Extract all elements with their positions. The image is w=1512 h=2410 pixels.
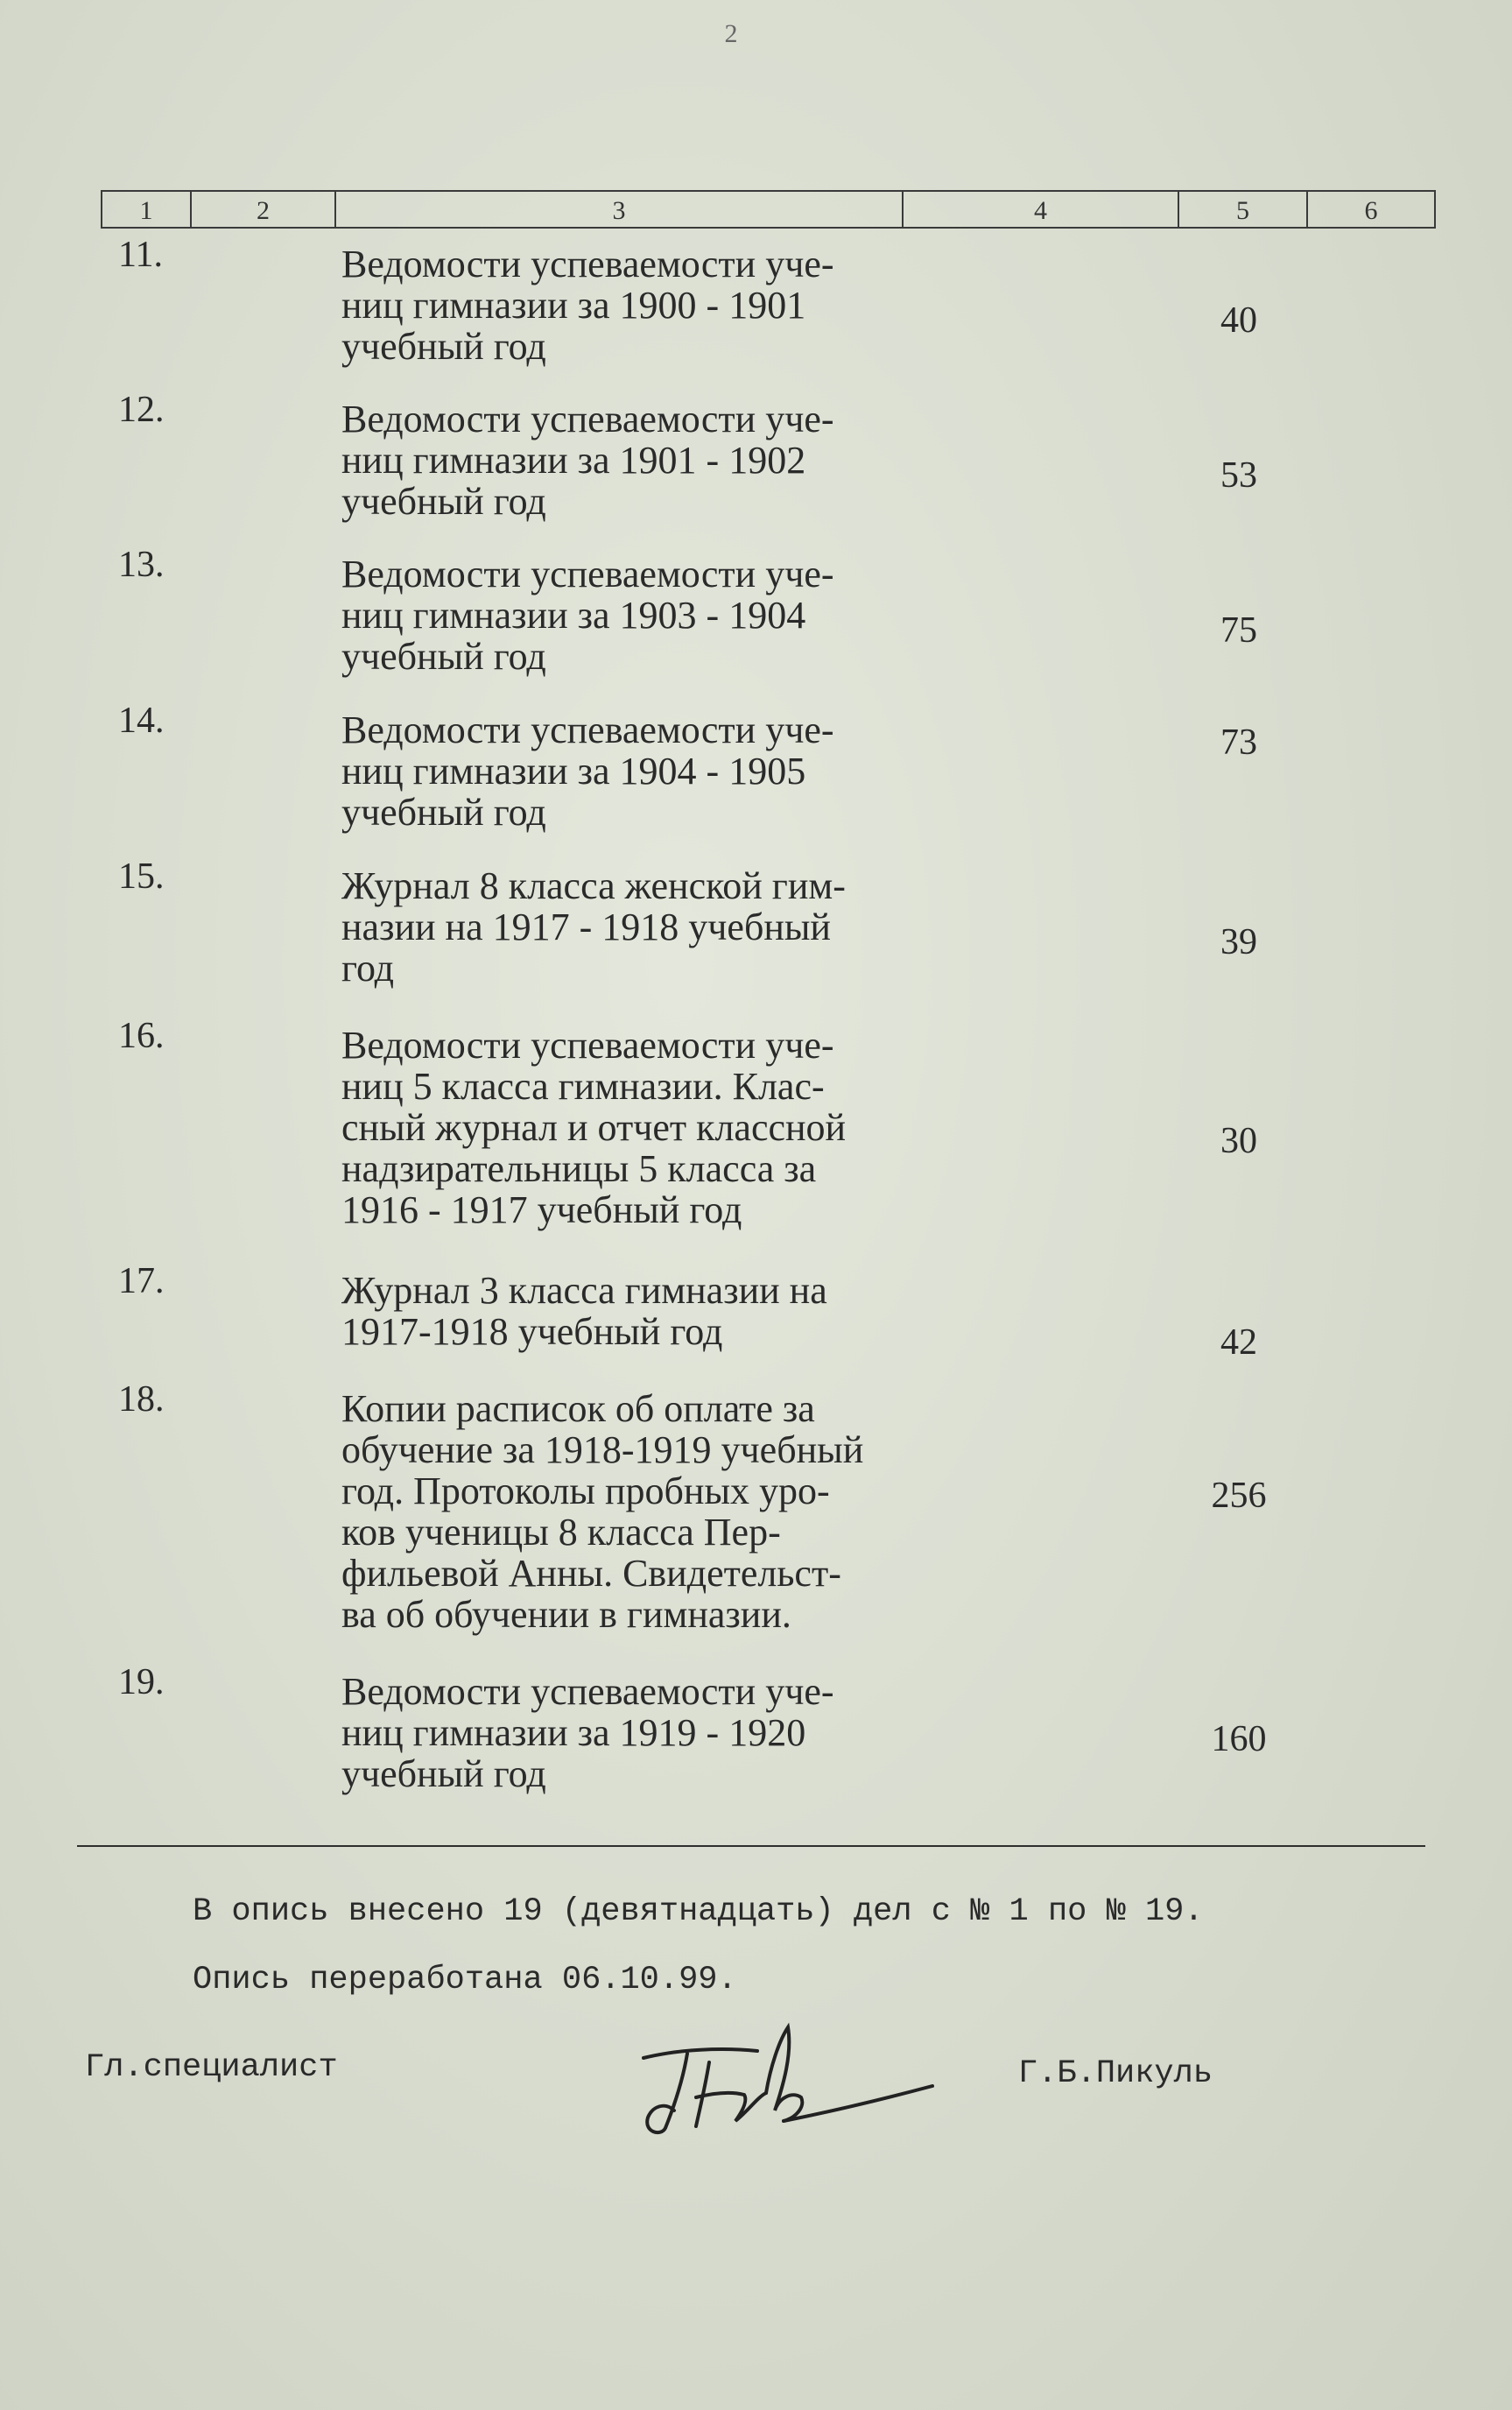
row-sheet-count: 42 (1220, 1322, 1257, 1363)
row-title-line: Журнал 3 класса гимназии на (341, 1269, 827, 1312)
row-title-line: ниц гимназии за 1919 - 1920 (341, 1711, 806, 1754)
row-title-line: учебный год (341, 635, 546, 678)
row-number: 13. (118, 545, 165, 585)
row-title-line: ков ученицы 8 класса Пер- (341, 1511, 781, 1554)
inventory-summary: В опись внесено 19 (девятнадцать) дел с № 1 по № 19. (193, 1893, 1204, 1930)
row-title (341, 865, 902, 989)
row-number: 12. (118, 390, 165, 430)
row-title-line: обучение за 1918-1919 учебный (341, 1428, 864, 1471)
row-title-line: Ведомости успеваемости уче- (341, 1670, 834, 1713)
row-title-line: Ведомости успеваемости уче- (341, 1024, 834, 1067)
row-title-line: надзирательницы 5 класса за (341, 1147, 817, 1190)
row-number: 16. (118, 1016, 165, 1056)
row-title-line: Ведомости успеваемости уче- (341, 243, 834, 285)
row-title (341, 1388, 902, 1635)
column-number-4: 4 (902, 192, 1178, 227)
row-title (341, 243, 902, 367)
column-number-1: 1 (139, 196, 153, 225)
row-title-line: ниц 5 класса гимназии. Клас- (341, 1065, 825, 1108)
row-number: 15. (118, 856, 165, 897)
row-title-line: 1917-1918 учебный год (341, 1310, 723, 1353)
row-sheet-count: 40 (1220, 300, 1257, 341)
row-title-line: учебный год (341, 480, 546, 523)
row-title (341, 398, 902, 522)
row-title-line: учебный год (341, 1752, 546, 1795)
row-title (341, 1025, 902, 1230)
row-title-line: Ведомости успеваемости уче- (341, 708, 834, 751)
row-title-line: сный журнал и отчет классной (341, 1106, 847, 1149)
row-sheet-count: 30 (1220, 1121, 1257, 1161)
table-end-rule (77, 1845, 1425, 1847)
column-number-3: 3 (334, 192, 902, 227)
row-sheet-count: 160 (1211, 1719, 1267, 1759)
row-title-line: 1916 - 1917 учебный год (341, 1188, 742, 1231)
row-number: 18. (118, 1379, 165, 1420)
handwritten-signature (626, 2014, 941, 2146)
row-title-line: Ведомости успеваемости уче- (341, 398, 834, 440)
signer-position: Гл.специалист (85, 2049, 338, 2086)
row-title-line: учебный год (341, 791, 546, 834)
column-number-header (101, 190, 1436, 229)
row-number: 19. (118, 1662, 165, 1702)
row-sheet-count: 256 (1211, 1476, 1267, 1516)
column-number-2: 2 (190, 192, 334, 227)
column-number-6: 6 (1306, 192, 1434, 227)
row-title-line: ниц гимназии за 1903 - 1904 (341, 594, 806, 637)
row-title-line: фильевой Анны. Свидетельст- (341, 1552, 841, 1595)
row-title-line: ниц гимназии за 1904 - 1905 (341, 750, 806, 793)
row-title-line: ниц гимназии за 1900 - 1901 (341, 284, 806, 327)
row-number: 17. (118, 1261, 165, 1301)
row-title-line: Ведомости успеваемости уче- (341, 553, 834, 595)
page-number: 2 (724, 19, 738, 48)
row-title (341, 553, 902, 677)
row-sheet-count: 39 (1220, 922, 1257, 962)
row-sheet-count: 75 (1220, 610, 1257, 651)
row-title-line: Копии расписок об оплате за (341, 1387, 815, 1430)
row-number: 14. (118, 701, 165, 741)
row-title-line: учебный год (341, 325, 546, 368)
row-title-line: год. Протоколы пробных уро- (341, 1469, 830, 1512)
revision-note: Опись переработана 06.10.99. (193, 1962, 737, 1998)
row-sheet-count: 53 (1220, 455, 1257, 496)
row-title (341, 1270, 902, 1352)
row-sheet-count: 73 (1220, 722, 1257, 763)
row-title (341, 1671, 902, 1794)
row-title-line: Журнал 8 класса женской гим- (341, 864, 846, 907)
row-title (341, 709, 902, 833)
column-number-5: 5 (1178, 192, 1306, 227)
row-title-line: ва об обучении в гимназии. (341, 1593, 791, 1636)
row-number: 11. (118, 235, 163, 275)
row-title-line: назии на 1917 - 1918 учебный (341, 906, 831, 948)
row-title-line: год (341, 947, 395, 990)
row-title-line: ниц гимназии за 1901 - 1902 (341, 439, 806, 482)
signer-name: Г.Б.Пикуль (1018, 2055, 1213, 2092)
